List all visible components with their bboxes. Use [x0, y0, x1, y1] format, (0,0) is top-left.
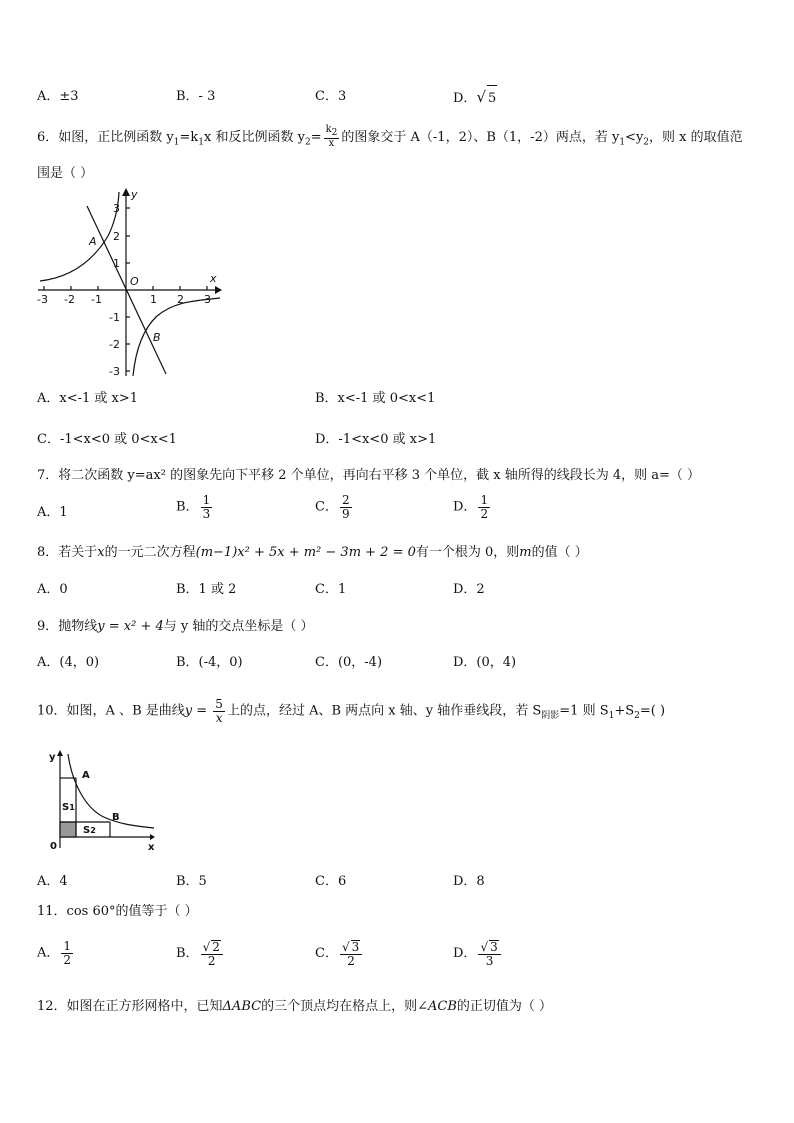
q6-xtick: 1 — [150, 293, 157, 306]
q10-y-label: y — [49, 752, 56, 763]
q8-option-d: D．2 — [453, 582, 485, 597]
q10-s2-label: S2 — [83, 825, 96, 836]
q6-options-row1 — [0, 386, 794, 412]
q7-options — [0, 493, 794, 536]
q7-option-a: A．1 — [37, 505, 68, 520]
q7-option-b: B． $\frac{1}{3}$ — [176, 493, 211, 521]
q8-option-a: A．0 — [37, 582, 68, 597]
q6-option-c: C．-1<x<0 或 0<x<1 — [37, 432, 177, 447]
q7-option-c: C． $\frac{2}{9}$ — [315, 493, 350, 521]
q11-options — [0, 939, 794, 982]
q6-ytick: 1 — [113, 257, 120, 270]
q7-option-d: D． $\frac{1}{2}$ — [453, 493, 489, 521]
q10-s1-label: S1 — [62, 802, 75, 813]
q5-option-b: B．- 3 — [176, 89, 216, 104]
q6-origin-label: O — [130, 275, 139, 288]
q9-option-c: C．(0，-4) — [315, 655, 383, 670]
q5-option-c: C．3 — [315, 89, 347, 104]
q6-option-a: A．x<-1 或 x>1 — [37, 391, 139, 406]
q9-stem: 9．抛物线y = x² + 4与 y 轴的交点坐标是（ ） — [37, 619, 314, 634]
q6-options-row2 — [0, 427, 794, 453]
q11-option-d: D． $\frac{√ 3}{3}$ — [453, 940, 503, 967]
q6-point-a: A — [89, 235, 97, 248]
q7-stem: 7．将二次函数 y=ax² 的图象先向下平移 2 个单位，再向右平移 3 个单位，截 x 轴所得的线段长为 4，则 a=（ ） — [37, 468, 701, 483]
q10-options — [0, 869, 794, 895]
q6-xtick: -1 — [91, 293, 102, 306]
q6-xtick: -3 — [37, 293, 48, 306]
q5-option-d: D．√ 5 — [453, 84, 497, 112]
q9-options — [0, 650, 794, 676]
q6-stem: 6．如图，正比例函数 $y_1=k_1x$ 和反比例函数 $y_2=$ $\frac{k_2}{x}$ 的图象交于 A（-1，2）、B（1，-2）两点，若 $y_1<y_2$，则 x 的取值范 — [37, 124, 743, 150]
q11-option-c: C． $\frac{√ 3}{2}$ — [315, 940, 364, 967]
q6-ytick: 2 — [113, 230, 120, 243]
q5-option-a: A．±3 — [37, 89, 79, 104]
q10-graph — [46, 748, 161, 853]
q10-x-label: x — [148, 842, 155, 853]
q9-option-d: D．(0，4) — [453, 655, 517, 670]
q6-ytick: -1 — [109, 311, 120, 324]
q10-stem: 10．如图，A 、B 是曲线y = $\frac{5}{x}$ 上的点，经过 A、B 两点向 x 轴、y 轴作垂线段，若 $S_{阴影}=1$ 则 $S_1+S_2=$( ) — [37, 697, 666, 725]
q12-stem: 12．如图在正方形网格中，已知ΔABC的三个顶点均在格点上，则∠ACB的正切值为（ ） — [37, 999, 553, 1014]
q6-xtick: 3 — [204, 293, 211, 306]
q10-point-a: A — [82, 770, 90, 781]
q10-option-b: B．5 — [176, 874, 207, 889]
q6-option-b: B．x<-1 或 0<x<1 — [315, 391, 436, 406]
q10-option-d: D．8 — [453, 874, 485, 889]
q6-ytick: -3 — [109, 365, 120, 378]
q6-option-d: D．-1<x<0 或 x>1 — [315, 432, 437, 447]
q5-options — [0, 84, 794, 110]
q6-x-label: x — [210, 272, 217, 285]
q6-ytick: 3 — [113, 202, 120, 215]
q6-ytick: -2 — [109, 338, 120, 351]
q11-option-b: B． $\frac{√ 2}{2}$ — [176, 940, 225, 967]
q8-option-b: B．1 或 2 — [176, 582, 237, 597]
q8-stem: 8．若关于x的一元二次方程(m−1)x² + 5x + m² − 3m + 2 = 0有一个根为 0，则m的值（ ） — [37, 545, 588, 560]
q10-option-a: A．4 — [37, 874, 68, 889]
q10-point-b: B — [112, 812, 120, 823]
q6-graph — [35, 186, 230, 381]
q9-option-a: A．(4，0) — [37, 655, 100, 670]
q8-option-c: C．1 — [315, 582, 347, 597]
q6-stem-line2: 围是（ ） — [37, 166, 94, 181]
q6-y-label: y — [131, 188, 138, 201]
q6-xtick: 2 — [177, 293, 184, 306]
q8-options — [0, 577, 794, 603]
q9-option-b: B．(-4，0) — [176, 655, 243, 670]
q6-point-b: B — [153, 331, 161, 344]
q11-option-a: A． $\frac{1}{2}$ — [37, 939, 72, 967]
q10-option-c: C．6 — [315, 874, 347, 889]
q10-origin-label: 0 — [50, 841, 57, 852]
q6-xtick: -2 — [64, 293, 75, 306]
q11-stem: 11．cos 60°的值等于（ ） — [37, 904, 198, 919]
